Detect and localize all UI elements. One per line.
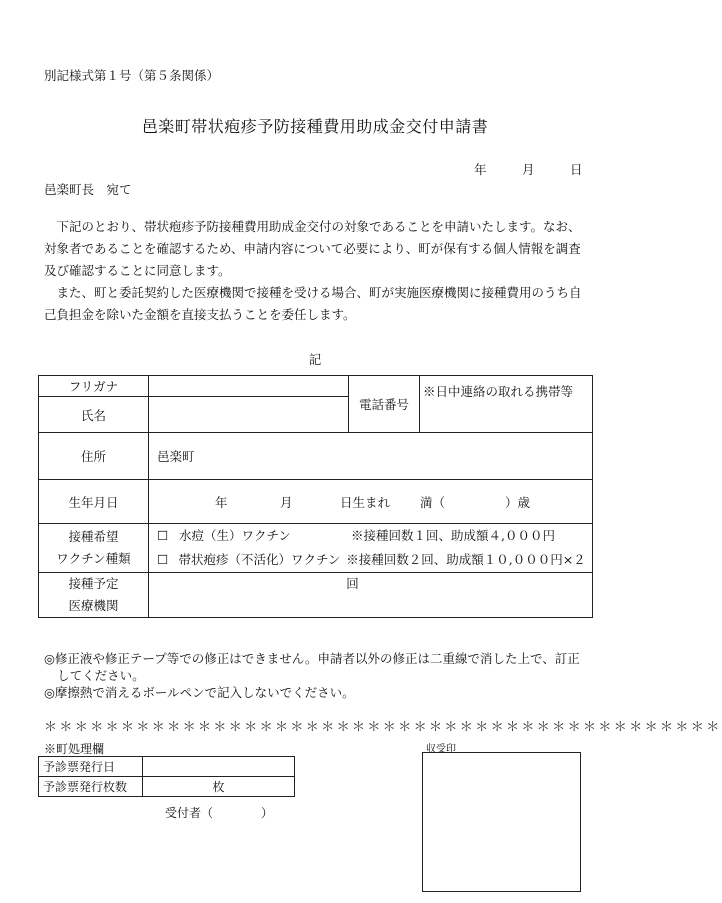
birth-year-label: 年: [215, 495, 228, 510]
issue-date-label: 予診票発行日: [39, 757, 143, 777]
birth-month-label: 月: [280, 495, 293, 510]
application-form-table: [38, 375, 593, 618]
vaccine-note: ※接種回数１回、助成額４,０００円: [351, 528, 555, 543]
vaccine-type-label: [39, 524, 149, 573]
receiver-field: 受付者（ ）: [165, 806, 274, 820]
institution-label-line-1: 接種予定: [68, 576, 119, 591]
checkbox-icon[interactable]: ☐: [157, 528, 169, 543]
institution-label: [39, 573, 149, 618]
vaccine-name: 帯状疱疹（不活化）ワクチン: [178, 552, 341, 567]
birthdate-field[interactable]: [149, 480, 593, 524]
office-use-table: [38, 756, 295, 797]
phone-field[interactable]: [420, 376, 593, 433]
vaccine-option-varicella[interactable]: [149, 524, 592, 548]
address-field[interactable]: [149, 433, 593, 480]
office-use-title: ※町処理欄: [44, 742, 105, 756]
divider-stars: ＊＊＊＊＊＊＊＊＊＊＊＊＊＊＊＊＊＊＊＊＊＊＊＊＊＊＊＊＊＊＊＊＊＊＊＊＊＊＊＊＊＊＊＊: [44, 720, 722, 735]
issue-count-label: 予診票発行枚数: [39, 777, 143, 797]
document-title: 邑楽町帯状疱疹予防接種費用助成金交付申請書: [141, 117, 489, 136]
checkbox-icon[interactable]: ☐: [157, 552, 169, 567]
receipt-stamp-box: [422, 752, 581, 892]
age-close-label: ）歳: [505, 495, 531, 510]
notice-section: [44, 650, 592, 701]
name-label: 氏名: [39, 397, 149, 433]
name-field[interactable]: [149, 397, 349, 433]
issue-date-field[interactable]: [143, 757, 295, 777]
notice-correction: ◎修正液や修正テープ等での修正はできません。申請者以外の修正は二重線で消した上で、訂正してください。: [44, 651, 580, 683]
issue-count-field[interactable]: [143, 777, 295, 797]
institution-field[interactable]: [149, 573, 593, 618]
phone-note: ※日中連絡の取れる携帯等: [423, 384, 574, 399]
vaccine-options: [149, 524, 593, 591]
notice-erasable-pen: ◎摩擦熱で消えるボールペンで記入しないでください。: [44, 685, 355, 700]
vaccine-label-line-2: ワクチン種類: [56, 551, 131, 566]
date-day-label: 日: [570, 162, 583, 177]
vaccine-label-line-1: 接種希望: [68, 529, 119, 544]
address-label: 住所: [39, 433, 149, 480]
application-statement: [44, 216, 592, 326]
statement-paragraph-1: 下記のとおり、帯状疱疹予防接種費用助成金交付の対象であることを申請いたします。なお、対象者であることを確認するため、申請内容について必要により、町が保有する個人情報を調査及び確認することに同意します。: [44, 219, 581, 278]
addressee: 邑楽町長 宛て: [44, 182, 132, 197]
birthdate-label: 生年月日: [39, 480, 149, 524]
date-month-label: 月: [522, 162, 535, 177]
form-reference: 別記様式第１号（第５条関係）: [44, 68, 220, 83]
birth-day-label: 日生まれ: [340, 495, 391, 510]
vaccine-option-shingles[interactable]: [149, 548, 592, 591]
date-year-label: 年: [474, 162, 487, 177]
phone-label: 電話番号: [349, 376, 420, 433]
issue-count-unit: 枚: [212, 780, 225, 794]
vaccine-name: 水痘（生）ワクチン: [179, 528, 291, 543]
vaccine-note: ※接種回数２回、助成額１０,０００円×２回: [346, 552, 586, 591]
furigana-label: フリガナ: [39, 376, 149, 397]
statement-paragraph-2: また、町と委託契約した医療機関で接種を受ける場合、町が実施医療機関に接種費用のうち自己負担金を除いた金額を直接支払うことを委任します。: [44, 285, 582, 322]
stamp-title: 収受印: [426, 744, 456, 755]
ki-heading: 記: [308, 352, 322, 367]
furigana-field[interactable]: [149, 376, 349, 397]
institution-label-line-2: 医療機関: [68, 598, 119, 613]
age-open-label: 満（: [420, 495, 446, 510]
address-prefix: 邑楽町: [157, 449, 195, 464]
